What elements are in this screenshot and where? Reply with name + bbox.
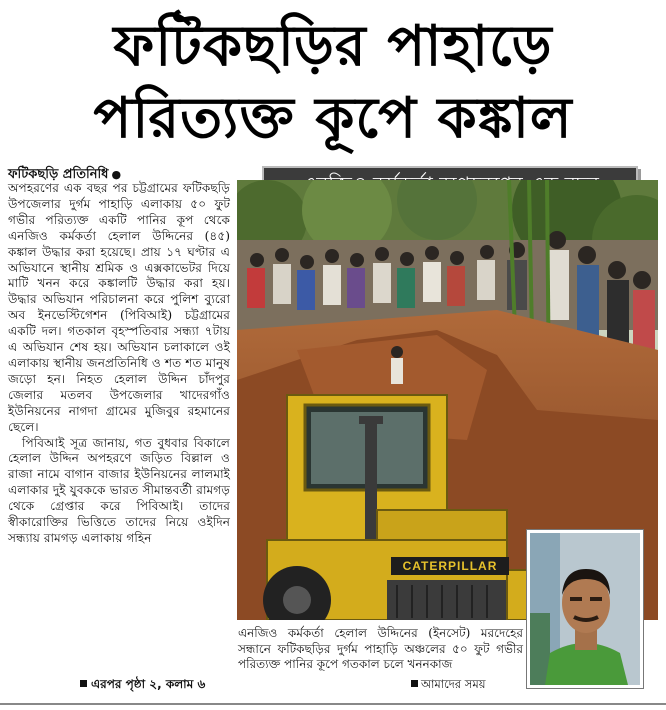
photo-credit [411,676,486,695]
portrait-illustration [530,533,640,685]
square-bullet-icon [411,680,418,687]
article-paragraph-2: পিবিআই সূত্র জানায়, গত বুধবার বিকালে হেলাল উদ্দিন অপহরণে জড়িত বিল্লাল ও রাজা নামে বাগান বাজার ইউনিয়নের লালমাই এলাকার দুই যুবককে ভারত সীমান্তবর্তী রামগড় থেকে গ্রেপ্তার করে পিবিআই। তাদের স্বীকারোক্তির ভিত্তিতে তাদের নিয়ে ওইদিন সন্ধ্যায় রামগড় এলাকায় গহিন [8,435,230,545]
headline-line-2: পরিত্যক্ত কূপে কঙ্কাল [93,86,573,151]
bullet-icon: ● [111,168,122,181]
inset-portrait [527,530,643,688]
photo-caption: এনজিও কর্মকর্তা হেলাল উদ্দিনের (ইনসেট) মরদেহের সন্ধানে ফটিকছড়ির দুর্গম পাহাড়ি অঞ্চলের ৫০ ফুট গভীর পরিত্যক্ত পানির কূপে গতকাল চলে খননকাজ [238,626,523,672]
headline-line-1: ফটিকছড়ির পাহাড়ে [113,14,553,79]
article-paragraph-1: অপহরণের এক বছর পর চট্টগ্রামের ফটিকছড়ি উপজেলার দুর্গম পাহাড়ি এলাকায় ৫০ ফুট গভীর পরিত্যক্ত একটি পানির কূপ থেকে এনজিও কর্মকর্তা হেলাল উদ্দিনের (৪৫) কঙ্কাল উদ্ধার করা হয়েছে। প্রায় ১৭ ঘণ্টার এ অভিযানে স্থানীয় শ্রমিক ও এক্সকাভেটর দিয়ে মাটি খনন করে কঙ্কালটি উদ্ধার করা হয়। উদ্ধার অভিযান পরিচালনা করে পুলিশ ব্যুরো অব ইনভেস্টিগেশন (পিবিআই) চট্টগ্রামের একটি দল। গতকাল বৃহস্পতিবার সন্ধ্যা ৭টায় এ অভিযান শেষ হয়। অভিযান চলাকালে ওই এলাকায় স্থানীয় জনপ্রতিনিধি ও শত শত মানুষ জড়ো হন। নিহত হেলাল উদ্দিন চাঁদপুর জেলার মতলব উপজেলার খাদেরগাঁও ইউনিয়নের নাগদা গ্রামের মুজিবুর রহমানের ছেলে। [8,181,230,434]
photo-credit-text: আমাদের সময় [421,677,486,691]
article-body [8,181,230,547]
machine-brand-label: CATERPILLAR [391,557,509,575]
byline-text: ফটিকছড়ি প্রতিনিধি [8,167,109,182]
bottom-rule [0,703,666,705]
square-bullet-icon [80,680,87,687]
continued-note [80,676,205,696]
continued-text: এরপর পৃষ্ঠা ২, কলাম ৬ [91,677,206,691]
